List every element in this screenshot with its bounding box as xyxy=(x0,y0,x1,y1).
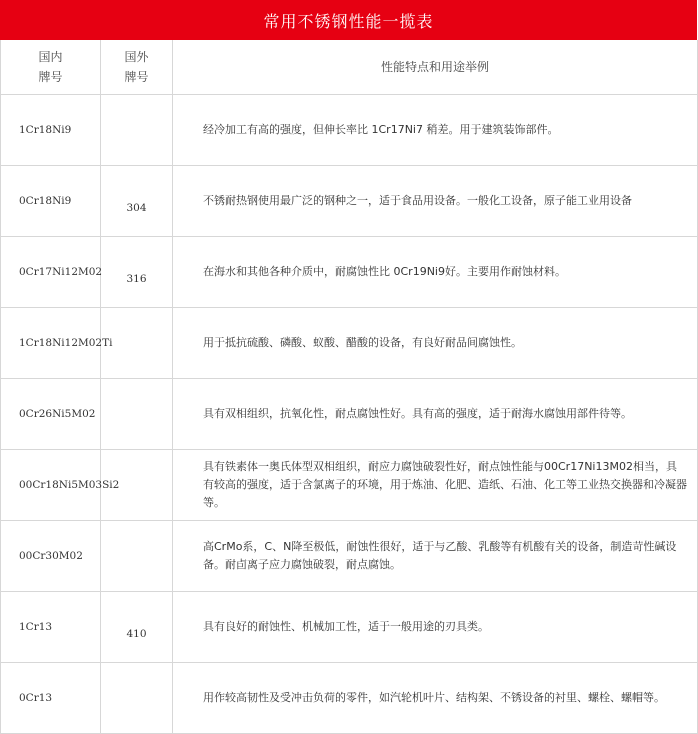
foreign-grade-cell xyxy=(101,521,173,592)
table-row xyxy=(1,592,698,663)
header-features: 性能特点和用途举例 xyxy=(173,40,698,95)
foreign-grade-cell: 410 xyxy=(101,592,173,663)
foreign-grade-cell xyxy=(101,663,173,734)
table-row xyxy=(1,95,698,166)
description-cell: 不锈耐热钢使用最广泛的钢种之一，适于食品用设备。一般化工设备，原子能工业用设备 xyxy=(173,166,698,237)
table-row xyxy=(1,450,698,521)
header-row xyxy=(1,40,698,95)
foreign-grade-cell: 316 xyxy=(101,237,173,308)
domestic-grade-cell: 0Cr18Ni9 xyxy=(1,166,101,237)
domestic-grade-cell: 1Cr18Ni9 xyxy=(1,95,101,166)
domestic-grade-cell: 00Cr18Ni5M03Si2 xyxy=(1,450,101,521)
table-row xyxy=(1,663,698,734)
header-domestic-line1: 国内 xyxy=(38,50,63,64)
domestic-grade-cell: 00Cr30M02 xyxy=(1,521,101,592)
header-domestic-line2: 牌号 xyxy=(38,70,63,84)
domestic-grade-cell: 0Cr26Ni5M02 xyxy=(1,379,101,450)
table-row xyxy=(1,521,698,592)
table-row xyxy=(1,166,698,237)
foreign-grade-cell xyxy=(101,379,173,450)
domestic-grade-cell: 1Cr13 xyxy=(1,592,101,663)
table-row xyxy=(1,379,698,450)
table-row xyxy=(1,308,698,379)
header-foreign-line1: 国外 xyxy=(124,50,149,64)
description-cell: 经冷加工有高的强度，但伸长率比 1Cr17Ni7 稍差。用于建筑装饰部件。 xyxy=(173,95,698,166)
description-cell: 高CrMo系，C、N降至极低，耐蚀性很好，适于与乙酸、乳酸等有机酸有关的设备，制造苛性碱设备。耐卣离子应力腐蚀破裂，耐点腐蚀。 xyxy=(173,521,698,592)
table-title: 常用不锈钢性能一揽表 xyxy=(0,0,697,40)
header-foreign-grade xyxy=(101,40,173,95)
steel-properties-table xyxy=(0,40,698,734)
description-cell: 在海水和其他各种介质中，耐腐蚀性比 0Cr19Ni9好。主要用作耐蚀材料。 xyxy=(173,237,698,308)
description-cell: 具有铁素体一奥氏体型双相组织，耐应力腐蚀破裂性好，耐点蚀性能与00Cr17Ni13M02相当，具有较高的强度，适于含氯离子的环境，用于炼油、化肥、造纸、石油、化工等工业热交换器和冷凝器等。 xyxy=(173,450,698,521)
header-foreign-line2: 牌号 xyxy=(124,70,149,84)
description-cell: 用作较高韧性及受冲击负荷的零件，如汽轮机叶片、结构架、不锈设备的衬里、螺栓、螺帽等。 xyxy=(173,663,698,734)
header-domestic-grade xyxy=(1,40,101,95)
foreign-grade-cell: 304 xyxy=(101,166,173,237)
description-cell: 具有双相组织，抗氧化性，耐点腐蚀性好。具有高的强度，适于耐海水腐蚀用部件待等。 xyxy=(173,379,698,450)
description-cell: 用于抵抗硫酸、磷酸、蚁酸、醋酸的设备，有良好耐品间腐蚀性。 xyxy=(173,308,698,379)
domestic-grade-cell: 0Cr13 xyxy=(1,663,101,734)
description-cell: 具有良好的耐蚀性、机械加工性，适于一般用途的刃具类。 xyxy=(173,592,698,663)
table-row xyxy=(1,237,698,308)
domestic-grade-cell: 0Cr17Ni12M02 xyxy=(1,237,101,308)
foreign-grade-cell xyxy=(101,95,173,166)
domestic-grade-cell: 1Cr18Ni12M02Ti xyxy=(1,308,101,379)
